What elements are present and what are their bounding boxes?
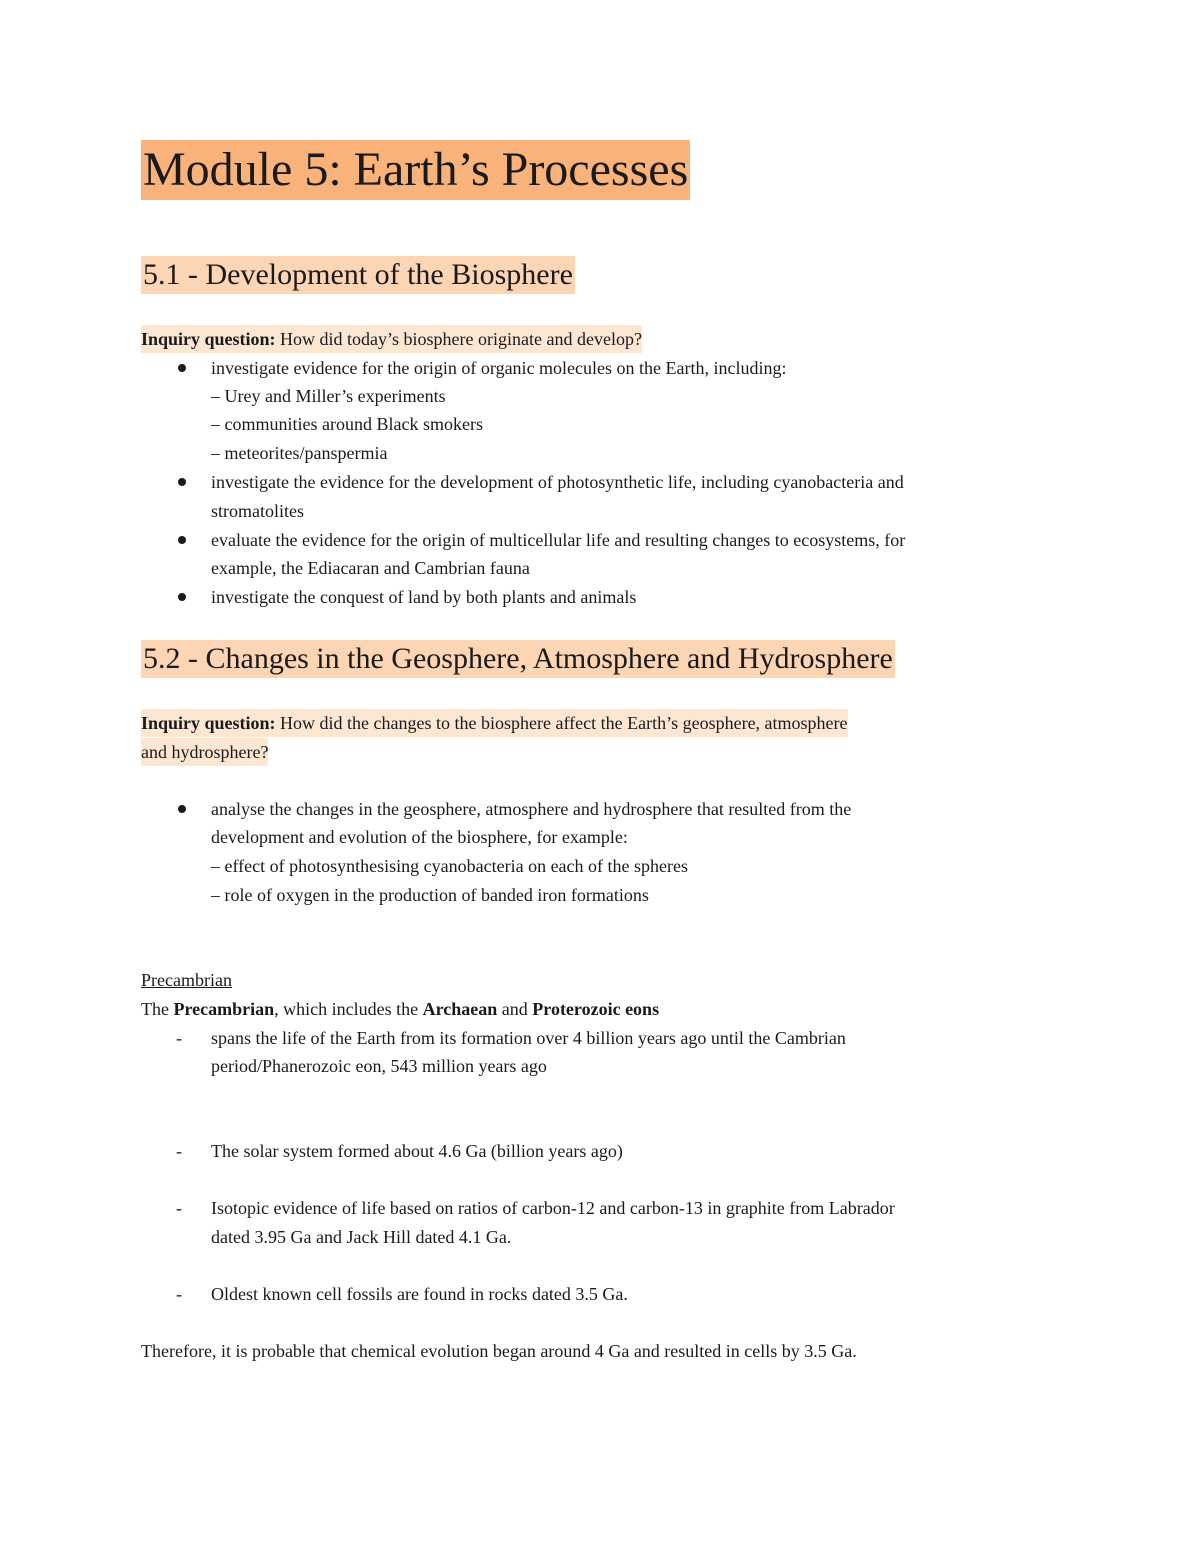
bullet-icon	[178, 536, 186, 544]
intro-bold: Proterozoic eons	[532, 999, 660, 1019]
bullet-icon	[178, 478, 186, 486]
intro-text: The	[141, 999, 174, 1019]
bullet-icon	[178, 805, 186, 813]
notes-item: The solar system formed about 4.6 Ga (billion years ago)	[211, 1141, 623, 1161]
intro-text: and	[497, 999, 533, 1019]
dash-marker: -	[176, 1028, 182, 1048]
bullet-icon	[178, 593, 186, 601]
list-item-continuation: example, the Ediacaran and Cambrian fauna	[211, 558, 530, 578]
notes-subheading: Precambrian	[141, 970, 232, 990]
intro-bold: Archaean	[422, 999, 498, 1019]
inquiry-question-continuation: and hydrosphere?	[141, 738, 268, 766]
notes-conclusion: Therefore, it is probable that chemical evolution began around 4 Ga and resulted in cells by 3.5 Ga.	[141, 1341, 857, 1361]
inquiry-text: How did today’s biosphere originate and develop?	[280, 329, 642, 349]
list-item-continuation: development and evolution of the biosphere, for example:	[211, 827, 628, 847]
list-item: investigate the conquest of land by both plants and animals	[211, 587, 637, 607]
sub-list-item: – effect of photosynthesising cyanobacteria on each of the spheres	[211, 856, 688, 876]
intro-bold: Precambrian	[173, 999, 275, 1019]
list-item: analyse the changes in the geosphere, atmosphere and hydrosphere that resulted from the	[211, 799, 852, 819]
notes-item: Oldest known cell fossils are found in rocks dated 3.5 Ga.	[211, 1284, 628, 1304]
section-heading-5-1: 5.1 - Development of the Biosphere	[141, 256, 575, 294]
page-title: Module 5: Earth’s Processes	[141, 140, 690, 200]
intro-text: , which includes the	[274, 999, 423, 1019]
sub-list-item: – communities around Black smokers	[211, 414, 483, 434]
inquiry-question-5-1	[141, 325, 642, 353]
dash-marker: -	[176, 1141, 182, 1161]
notes-item-continuation: period/Phanerozoic eon, 543 million years ago	[211, 1056, 547, 1076]
list-item: investigate evidence for the origin of organic molecules on the Earth, including:	[211, 358, 787, 378]
sub-list-item: – meteorites/panspermia	[211, 443, 388, 463]
notes-item-continuation: dated 3.95 Ga and Jack Hill dated 4.1 Ga.	[211, 1227, 512, 1247]
notes-item: Isotopic evidence of life based on ratios of carbon-12 and carbon-13 in graphite from Labrador	[211, 1198, 895, 1218]
dash-marker: -	[176, 1284, 182, 1304]
inquiry-text: How did the changes to the biosphere affect the Earth’s geosphere, atmosphere	[280, 713, 848, 733]
inquiry-question-5-2	[141, 709, 848, 737]
bullet-icon	[178, 364, 186, 372]
notes-intro	[141, 995, 659, 1023]
section-heading-5-2: 5.2 - Changes in the Geosphere, Atmosphere and Hydrosphere	[141, 640, 895, 678]
list-item: investigate the evidence for the development of photosynthetic life, including cyanobacteria and	[211, 472, 904, 492]
list-item: evaluate the evidence for the origin of multicellular life and resulting changes to ecosystems, for	[211, 530, 906, 550]
inquiry-label: Inquiry question:	[141, 329, 276, 349]
sub-list-item: – Urey and Miller’s experiments	[211, 386, 446, 406]
sub-list-item: – role of oxygen in the production of banded iron formations	[211, 885, 649, 905]
notes-item: spans the life of the Earth from its formation over 4 billion years ago until the Cambrian	[211, 1028, 846, 1048]
inquiry-label: Inquiry question:	[141, 713, 276, 733]
dash-marker: -	[176, 1198, 182, 1218]
list-item-continuation: stromatolites	[211, 501, 304, 521]
